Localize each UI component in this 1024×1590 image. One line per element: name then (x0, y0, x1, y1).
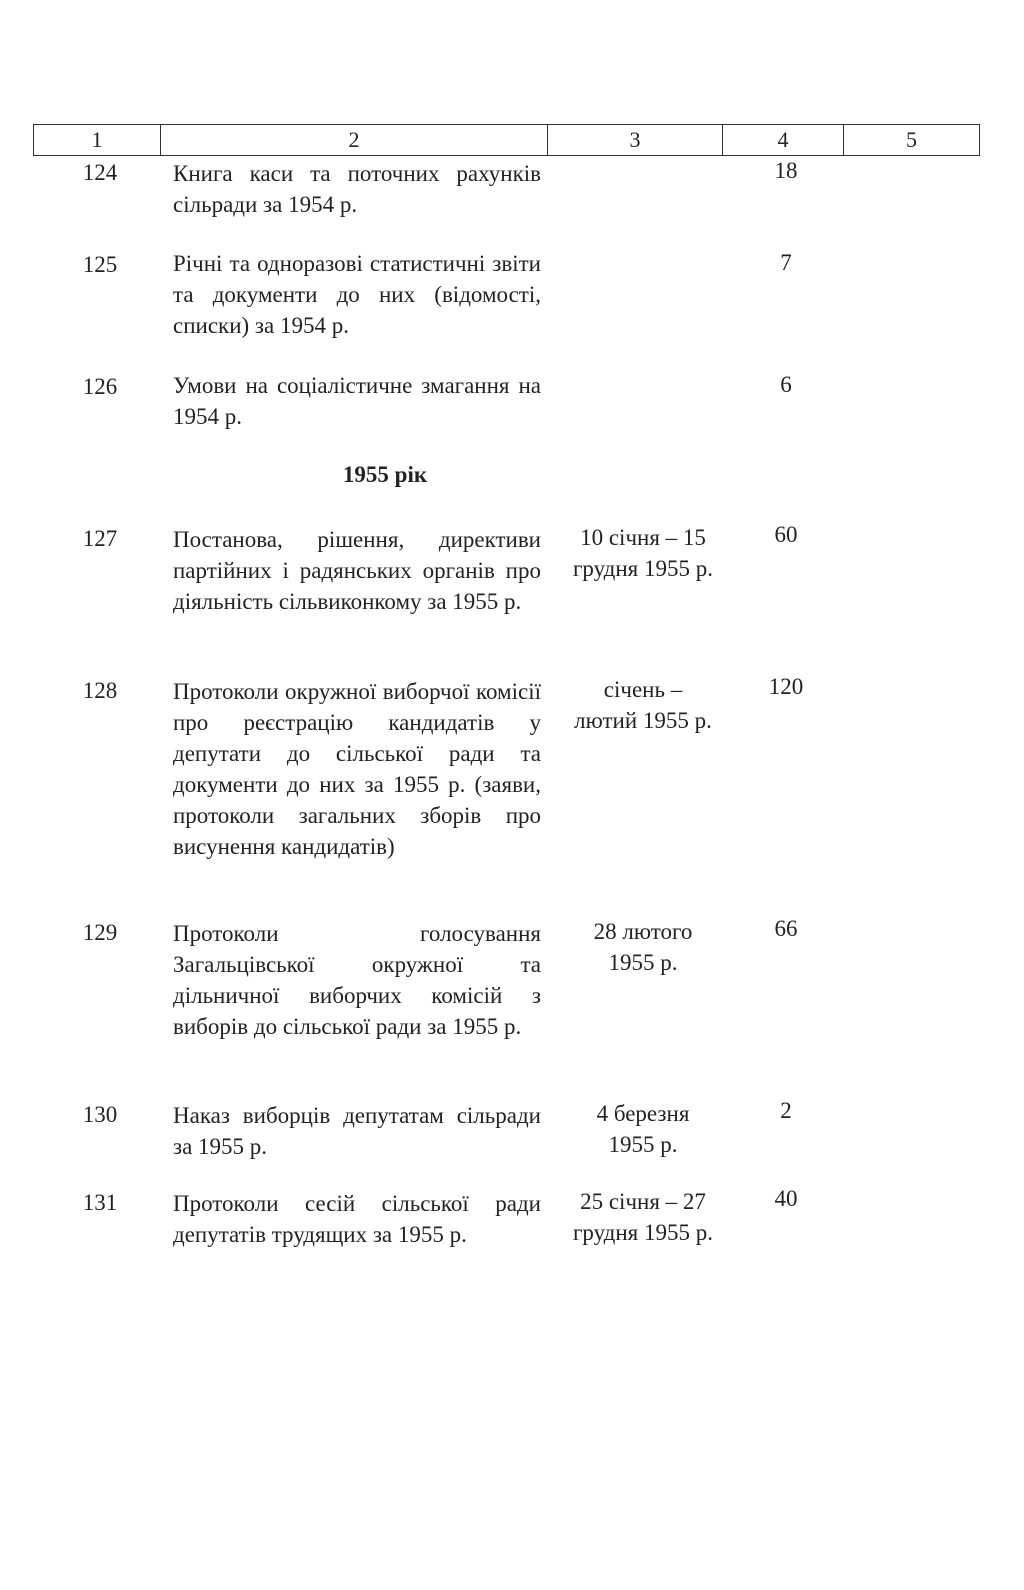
row-count: 7 (780, 250, 792, 275)
row-count: 66 (774, 916, 798, 941)
row-title: Річні та одноразові статистичні звіти та документи до них (відомості, списки) за 1954 р. (173, 251, 541, 338)
header-col-3: 3 (548, 125, 723, 155)
row-count: 18 (774, 158, 798, 183)
row-title: Постанова, рішення, директиви партійних і радянських органів про діяльність сільвиконкому за 1955 р. (173, 527, 541, 614)
row-title: Протоколи окружної виборчої комісії про реєстрацію кандидатів у депутати до сільської ради та документи до них за 1955 р. (заяви, протоколи загальних зборів про висунення кандидатів) (173, 679, 541, 859)
row-count: 120 (768, 674, 804, 699)
year-heading: 1955 рік (342, 462, 428, 487)
header-col-5: 5 (906, 127, 917, 152)
table-header (33, 124, 980, 156)
row-number: 129 (82, 920, 118, 945)
row-number: 130 (82, 1102, 118, 1127)
header-col-1: 1 (34, 125, 161, 155)
row-date: 4 березня 1955 р. (596, 1101, 690, 1157)
row-number: 125 (82, 252, 118, 277)
row-title: Протоколи сесій сільської ради депутатів трудящих за 1955 р. (173, 1191, 541, 1247)
header-col-4: 4 (723, 125, 844, 155)
row-date: січень – лютий 1955 р. (574, 677, 712, 733)
row-date: 28 лютого 1955 р. (593, 919, 693, 975)
row-title: Наказ виборців депутатам сільради за 1955 р. (173, 1103, 541, 1159)
header-col-2: 2 (161, 125, 548, 155)
row-title: Умови на соціалістичне змагання на 1954 р. (173, 373, 541, 429)
row-count: 6 (780, 372, 792, 397)
row-date: 10 січня – 15 грудня 1955 р. (572, 525, 714, 581)
row-number: 127 (82, 526, 118, 551)
row-number: 124 (82, 160, 118, 185)
row-title: Книга каси та поточних рахунків сільради за 1954 р. (173, 161, 541, 217)
row-count: 60 (774, 522, 798, 547)
row-title: Протоколи голосування Загальцівської окружної та дільничної виборчих комісій з виборів до сільської ради за 1955 р. (173, 921, 541, 1039)
row-count: 2 (780, 1098, 792, 1123)
row-number: 128 (82, 678, 118, 703)
row-date: 25 січня – 27 грудня 1955 р. (572, 1189, 714, 1245)
row-count: 40 (774, 1186, 798, 1211)
row-number: 131 (82, 1190, 118, 1215)
row-number: 126 (82, 374, 118, 399)
